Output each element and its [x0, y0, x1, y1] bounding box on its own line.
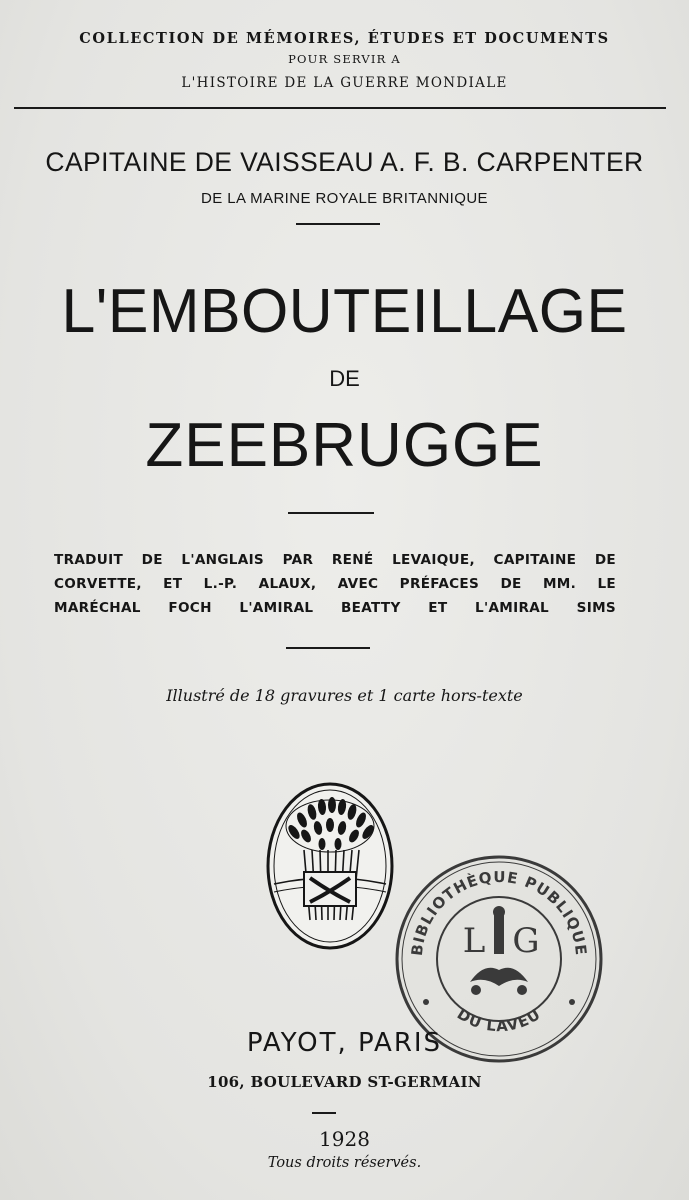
stamp-monogram-left: L [462, 921, 486, 961]
translation-line: MARÉCHAL FOCH L'AMIRAL BEATTY ET L'AMIRAL SIMS [54, 600, 616, 616]
divider-after-title [288, 512, 374, 514]
author-name: CAPITAINE DE VAISSEAU A. F. B. CARPENTER [45, 147, 644, 177]
rights-notice: Tous droits réservés. [267, 1155, 422, 1171]
publisher-wheat-sheaf-emblem [264, 780, 396, 952]
series-title-line1: COLLECTION DE MÉMOIRES, ÉTUDES ET DOCUMENTS [79, 30, 610, 47]
top-divider [14, 107, 666, 109]
publication-year: 1928 [319, 1127, 370, 1151]
author-affiliation: DE LA MARINE ROYALE BRITANNIQUE [201, 190, 488, 207]
stamp-top-text: BIBLIOTHÈQUE PUBLIQUE [407, 867, 591, 957]
translation-line: TRADUIT DE L'ANGLAIS PAR RENÉ LEVAIQUE, CAPITAINE DE [54, 552, 616, 568]
book-title-connector: DE [329, 366, 360, 391]
book-title: L'EMBOUTEILLAGE [61, 277, 628, 346]
series-title-line3: L'HISTOIRE DE LA GUERRE MONDIALE [181, 75, 508, 91]
translation-line: CORVETTE, ET L.-P. ALAUX, AVEC PRÉFACES DE MM. LE [54, 576, 616, 592]
stamp-monogram-right: G [512, 921, 540, 961]
illustrations-note: Illustré de 18 gravures et 1 carte hors-texte [166, 686, 523, 705]
divider-after-author [296, 223, 380, 225]
book-title-place: ZEEBRUGGE [145, 411, 544, 480]
stamp-bottom-text: DU LAVEU [453, 1004, 545, 1036]
divider-after-translation [286, 647, 370, 649]
translation-credits [54, 548, 616, 620]
publisher-name: PAYOT, PARIS [246, 1028, 443, 1058]
divider-before-year [312, 1112, 336, 1114]
series-title-line2: POUR SERVIR A [288, 52, 401, 66]
publisher-address: 106, BOULEVARD ST-GERMAIN [207, 1073, 482, 1091]
